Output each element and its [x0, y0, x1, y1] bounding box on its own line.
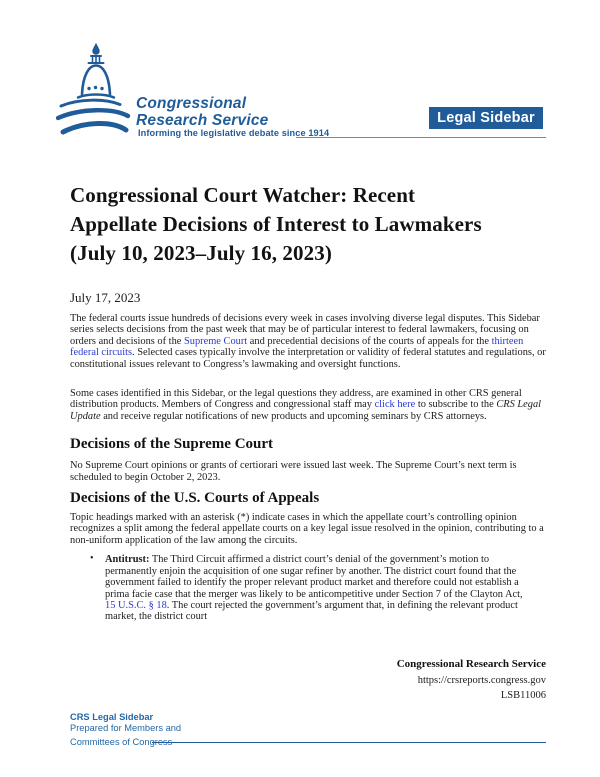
- footer-url: https://crsreports.congress.gov: [417, 674, 546, 686]
- section-heading-courts-of-appeals: Decisions of the U.S. Courts of Appeals: [70, 490, 320, 507]
- text-segment: CRS Legal Update: [70, 399, 542, 422]
- header-rule: [296, 137, 546, 138]
- text-link[interactable]: 15 U.S.C. § 18: [105, 599, 167, 611]
- footer-publisher-block: [397, 657, 546, 704]
- crs-logo-line2: Research Service: [136, 111, 269, 129]
- crs-logo-line1: Congressional: [136, 95, 247, 112]
- text-link[interactable]: Supreme Court: [183, 335, 248, 347]
- legal-sidebar-badge: Legal Sidebar: [429, 107, 543, 129]
- crs-logo-name: [136, 96, 268, 129]
- text-segment: The Third Circuit affirmed a district court’s denial of the government’s motion to permanently enjoin the acquisition of one sugar refiner by another. The district court found that the government failed to identify the proper relevant product market and therefore could not establish a prima facie case that the merger was likely to be anticompetitive under Section 7 of the Clayton Act,: [105, 554, 523, 600]
- crs-logo-tagline: Informing the legislative debate since 1914: [138, 128, 330, 138]
- bullet-text: [105, 554, 523, 622]
- text-segment: and precedential decisions of the courts of appeals for the: [247, 335, 492, 347]
- appeals-intro-paragraph: [70, 512, 547, 546]
- appeals-bullet-list: [70, 554, 547, 622]
- document-title: [70, 181, 547, 268]
- publication-date: July 17, 2023: [70, 290, 141, 305]
- text-segment: Antitrust:: [105, 554, 150, 566]
- text-segment: to subscribe to the: [415, 399, 497, 411]
- text-link[interactable]: thirteen federal circuits: [70, 335, 524, 359]
- distribution-paragraph: [70, 388, 547, 422]
- capitol-dome-icon: [56, 42, 138, 144]
- footer-product-line3: Committees of Congress: [70, 737, 173, 747]
- bullet-marker: •: [90, 553, 94, 565]
- footer-org-name: Congressional Research Service: [396, 658, 546, 670]
- intro-paragraph: [70, 313, 547, 370]
- bullet-item-antitrust: [90, 553, 529, 623]
- title-line-1: Congressional Court Watcher: Recent: [70, 183, 416, 207]
- text-segment: and receive regular notifications of new products and upcoming seminars by CRS attorneys.: [100, 410, 487, 422]
- footer-product-name: CRS Legal Sidebar: [70, 712, 154, 722]
- text-segment: No Supreme Court opinions or grants of certiorari were issued last week. The Supreme Court’s next term is scheduled to begin October 2, 2023.: [70, 460, 517, 483]
- text-segment: . The court rejected the government’s argument that, in defining the relevant product market, the district court: [105, 599, 518, 623]
- footer-document-id: LSB11006: [500, 690, 546, 701]
- supreme-court-paragraph: [70, 460, 547, 483]
- footer-rule: [152, 742, 546, 743]
- text-link[interactable]: click here: [374, 399, 416, 411]
- text-segment: Some cases identified in this Sidebar, or the legal questions they address, are examined in other CRS general distribution products. Members of Congress and congressional staff may: [70, 388, 522, 411]
- text-segment: . Selected cases typically involve the interpretation or validity of federal statutes and regulations, or constitutional issues relevant to Congress’s lawmaking and oversight functions.: [70, 347, 546, 370]
- footer-product-line2: Prepared for Members and: [70, 723, 182, 733]
- text-segment: The federal courts issue hundreds of decisions every week in cases involving diverse legal disputes. This Sidebar series selects decisions from the past week that may be of particular interest to federal lawmakers, focusing on orders and decisions of the: [70, 313, 540, 347]
- document-body: [70, 181, 547, 623]
- title-line-3: (July 10, 2023–July 16, 2023): [70, 241, 332, 265]
- text-segment: Topic headings marked with an asterisk (*) indicate cases in which the appellate court’s controlling opinion recognizes a split among the federal appellate courts on a key legal issue resolved in the opinion, contributing to a non-uniform application of the law among the circuits.: [70, 512, 544, 546]
- title-line-2: Appellate Decisions of Interest to Lawmakers: [70, 212, 482, 236]
- section-heading-supreme-court: Decisions of the Supreme Court: [70, 436, 274, 453]
